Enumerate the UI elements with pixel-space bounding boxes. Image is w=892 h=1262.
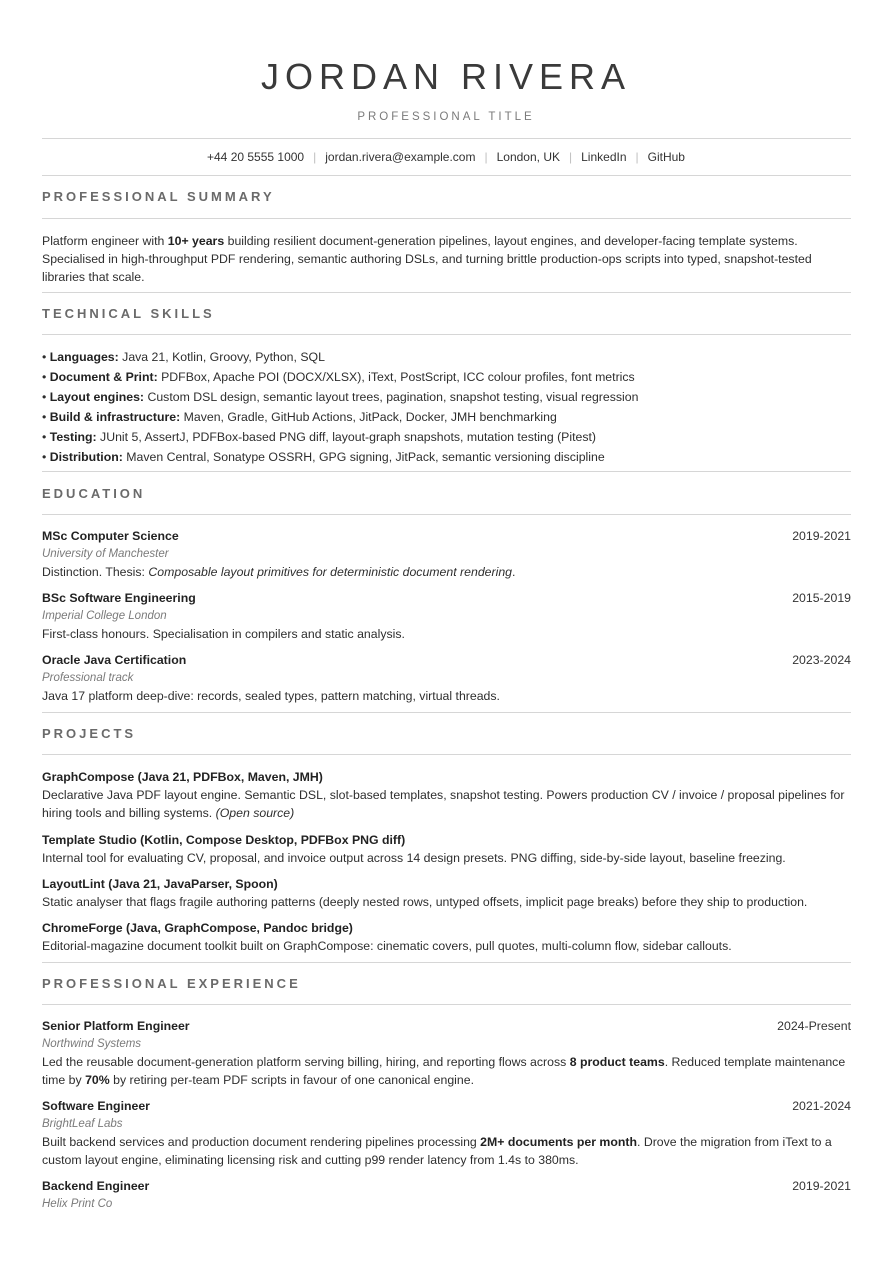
skills-list: [42, 347, 851, 467]
project-title: GraphCompose (Java 21, PDFBox, Maven, JMH): [42, 770, 323, 784]
education-entry: [42, 527, 851, 581]
job-date: 2021-2024: [792, 1099, 851, 1113]
divider: [42, 471, 851, 472]
entry-desc: First-class honours. Specialisation in compilers and static analysis.: [42, 627, 405, 641]
skill-item: • Distribution: Maven Central, Sonatype OSSRH, GPG signing, JitPack, semantic versioning discipline: [42, 450, 605, 464]
skill-item: • Testing: JUnit 5, AssertJ, PDFBox-based PNG diff, layout-graph snapshots, mutation testing (Pitest): [42, 430, 597, 444]
skill-item: • Document & Print: PDFBox, Apache POI (DOCX/XLSX), iText, PostScript, ICC colour profiles, font metrics: [42, 370, 635, 384]
entry-date: 2015-2019: [792, 591, 851, 605]
divider: [42, 138, 851, 139]
skill-value: Java 21, Kotlin, Groovy, Python, SQL: [118, 350, 325, 364]
project-entry: [42, 768, 851, 822]
divider: [42, 754, 851, 755]
summary-years: 10+ years: [167, 234, 225, 248]
skill-value: Maven Central, Sonatype OSSRH, GPG signing, JitPack, semantic versioning discipline: [122, 450, 605, 464]
desc-italic: (Open source): [215, 806, 295, 820]
job-date: 2024-Present: [777, 1019, 851, 1033]
separator: |: [484, 150, 488, 164]
skill-label: Testing:: [49, 430, 97, 444]
skill-label: Distribution:: [49, 450, 123, 464]
entry-date: 2019-2021: [792, 529, 851, 543]
divider: [42, 218, 851, 219]
separator: |: [313, 150, 317, 164]
job-title: Senior Platform Engineer: [42, 1019, 190, 1033]
contact-line: [0, 150, 892, 164]
job-date: 2019-2021: [792, 1179, 851, 1193]
divider: [42, 962, 851, 963]
entry-title: Oracle Java Certification: [42, 653, 187, 667]
project-title: Template Studio (Kotlin, Compose Desktop, PDFBox PNG diff): [42, 833, 406, 847]
project-title: LayoutLint (Java 21, JavaParser, Spoon): [42, 877, 278, 891]
divider: [42, 514, 851, 515]
desc-text: Distinction. Thesis:: [42, 565, 149, 579]
skill-value: JUnit 5, AssertJ, PDFBox-based PNG diff, layout-graph snapshots, mutation testing (Pitest): [96, 430, 597, 444]
skill-value: Custom DSL design, semantic layout trees, pagination, snapshot testing, visual regression: [144, 390, 639, 404]
desc-bold: 70%: [85, 1073, 110, 1087]
divider: [42, 334, 851, 335]
contact-phone: +44 20 5555 1000: [207, 150, 305, 164]
skill-label: Layout engines:: [49, 390, 145, 404]
desc-text: by retiring per-team PDF scripts in favour of one canonical engine.: [109, 1073, 474, 1087]
professional-title: PROFESSIONAL TITLE: [357, 111, 535, 123]
entry-org: Imperial College London: [42, 610, 167, 622]
divider: [42, 175, 851, 176]
skill-value: Maven, Gradle, GitHub Actions, JitPack, Docker, JMH benchmarking: [180, 410, 557, 424]
job-company: Helix Print Co: [42, 1198, 113, 1210]
job-company: BrightLeaf Labs: [42, 1118, 123, 1130]
skill-label: Document & Print:: [49, 370, 158, 384]
project-entry: [42, 919, 851, 955]
education-heading: EDUCATION: [42, 486, 146, 501]
summary-heading: PROFESSIONAL SUMMARY: [42, 189, 275, 204]
education-entry: [42, 589, 851, 643]
contact-location: London, UK: [496, 150, 560, 164]
separator: |: [635, 150, 639, 164]
desc-text: . Reduced template maintenance time by: [42, 1055, 846, 1087]
experience-entry: [42, 1097, 851, 1169]
desc-text: Declarative Java PDF layout engine. Semantic DSL, slot-based templates, snapshot testing. Powers production CV / invoice / proposal pipelines for hiring tools and billing systems.: [42, 788, 845, 820]
desc-italic: Composable layout primitives for deterministic document rendering: [148, 565, 512, 579]
entry-desc: Java 17 platform deep-dive: records, sealed types, pattern matching, virtual threads.: [42, 689, 500, 703]
project-desc: Internal tool for evaluating CV, proposal, and invoice output across 14 design presets. PNG diffing, side-by-side layout, baseline freezing.: [42, 851, 786, 865]
skill-value: PDFBox, Apache POI (DOCX/XLSX), iText, PostScript, ICC colour profiles, font metrics: [157, 370, 635, 384]
project-title: ChromeForge (Java, GraphCompose, Pandoc bridge): [42, 921, 353, 935]
desc-bold: 8 product teams: [569, 1055, 665, 1069]
divider: [42, 1004, 851, 1005]
desc-text: Led the reusable document-generation platform serving billing, hiring, and reporting flows across: [42, 1055, 570, 1069]
project-desc: Editorial-magazine document toolkit built on GraphCompose: cinematic covers, pull quotes, multi-column flow, sidebar callouts.: [42, 939, 732, 953]
separator: |: [569, 150, 573, 164]
entry-title: MSc Computer Science: [42, 529, 179, 543]
contact-github-link[interactable]: GitHub: [647, 150, 685, 164]
desc-text: .: [512, 565, 516, 579]
summary-text: [42, 232, 851, 286]
candidate-name: JORDAN RIVERA: [260, 56, 632, 97]
summary-post: building resilient document-generation pipelines, layout engines, and developer-facing template systems. Specialised in high-throughput PDF rendering, semantic authoring DSLs, and turning brittle production-ops scripts into typed, snapshot-tested libraries that scale.: [42, 234, 812, 284]
entry-title: BSc Software Engineering: [42, 591, 196, 605]
contact-email[interactable]: jordan.rivera@example.com: [325, 150, 476, 164]
skill-item: • Layout engines: Custom DSL design, semantic layout trees, pagination, snapshot testing, visual regression: [42, 390, 639, 404]
project-desc: Static analyser that flags fragile authoring patterns (deeply nested rows, untyped offsets, implicit page breaks) before they ship to production.: [42, 895, 808, 909]
entry-desc: [42, 563, 851, 581]
job-company: Northwind Systems: [42, 1038, 142, 1050]
job-desc: [42, 1053, 851, 1089]
contact-linkedin-link[interactable]: LinkedIn: [581, 150, 627, 164]
projects-heading: PROJECTS: [42, 726, 137, 741]
divider: [42, 712, 851, 713]
desc-text: Built backend services and production document rendering pipelines processing: [42, 1135, 481, 1149]
skill-item: • Build & infrastructure: Maven, Gradle, GitHub Actions, JitPack, Docker, JMH benchmarking: [42, 410, 557, 424]
skill-label: Languages:: [49, 350, 119, 364]
skill-label: Build & infrastructure:: [49, 410, 181, 424]
education-entry: [42, 651, 851, 705]
project-entry: [42, 875, 851, 911]
entry-date: 2023-2024: [792, 653, 851, 667]
skills-heading: TECHNICAL SKILLS: [42, 306, 215, 321]
entry-org: University of Manchester: [42, 548, 169, 560]
project-entry: [42, 831, 851, 867]
project-desc: [42, 786, 851, 822]
job-title: Backend Engineer: [42, 1179, 150, 1193]
experience-heading: PROFESSIONAL EXPERIENCE: [42, 976, 301, 991]
job-title: Software Engineer: [42, 1099, 150, 1113]
desc-text: . Drove the migration from iText to a custom layout engine, eliminating licensing risk and cutting p99 render latency from 1.4s to 380ms.: [42, 1135, 832, 1167]
entry-org: Professional track: [42, 672, 134, 684]
experience-entry: [42, 1017, 851, 1089]
divider: [42, 292, 851, 293]
skill-item: • Languages: Java 21, Kotlin, Groovy, Python, SQL: [42, 350, 325, 364]
experience-entry: [42, 1177, 851, 1213]
job-desc: [42, 1133, 851, 1169]
desc-bold: 2M+ documents per month: [480, 1135, 637, 1149]
summary-pre: Platform engineer with: [42, 234, 168, 248]
